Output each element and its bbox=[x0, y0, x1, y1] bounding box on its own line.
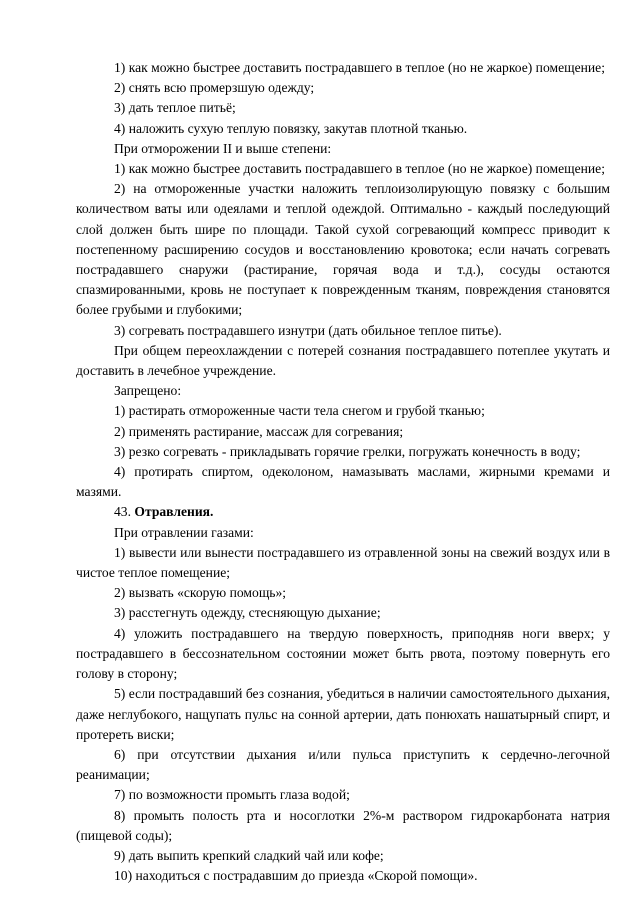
paragraph: 3) согревать пострадавшего изнутри (дать обильное теплое питье). bbox=[114, 322, 502, 338]
paragraph: При общем переохлаждении с потерей сознания пострадавшего потеплее укутать и доставить в лечебное учреждение. bbox=[76, 342, 610, 379]
paragraph: 3) дать теплое питьё; bbox=[114, 100, 236, 116]
paragraph: 2) снять всю промерзшую одежду; bbox=[114, 80, 315, 96]
paragraph: 2) вызвать «скорую помощь»; bbox=[114, 585, 287, 601]
paragraph: 1) растирать отмороженные части тела снегом и грубой тканью; bbox=[114, 403, 485, 419]
section-title: Отравления. bbox=[134, 504, 214, 520]
paragraph: 4) уложить пострадавшего на твердую поверхность, приподняв ноги вверх; у пострадавшего в бессознательном состоянии может быть рвота, поэтому повернуть его голову в сторону; bbox=[76, 625, 610, 682]
paragraph: 5) если пострадавший без сознания, убедиться в наличии самостоятельного дыхания, даже неглубокого, нащупать пульс на сонной артерии, дать понюхать нашатырный спирт, и протереть виски; bbox=[76, 686, 610, 742]
paragraph: 9) дать выпить крепкий сладкий чай или кофе; bbox=[114, 847, 384, 863]
paragraph: 1) как можно быстрее доставить пострадавшего в теплое (но не жаркое) помещение; bbox=[114, 161, 605, 177]
paragraph: 3) резко согревать - прикладывать горячие грелки, погружать конечность в воду; bbox=[114, 443, 581, 459]
paragraph: 3) расстегнуть одежду, стесняющую дыхание; bbox=[114, 605, 381, 621]
paragraph: 8) промыть полость рта и носоглотки 2%-м раствором гидрокарбоната натрия (пищевой соды); bbox=[76, 807, 610, 843]
paragraph: 4) наложить сухую теплую повязку, закутав плотной тканью. bbox=[114, 120, 468, 136]
paragraph: 2) на отмороженные участки наложить теплоизолирующую повязку с большим количеством ваты или одеялами и теплой одеждой. Оптимально - каждый последующий слой должен быть шире по площади. Такой сухой согревающий компресс приводит к постепенному расширению сосудов и восстановлению кровотока; если начать согревать пострадавшего снаружи (растирание, горячая вода и т.д.), сосуды остаются спазмированными, кровь не поступает к поврежденным тканям, повреждения становятся более грубыми и глубокими; bbox=[76, 181, 610, 318]
paragraph: 7) по возможности промыть глаза водой; bbox=[114, 787, 350, 803]
paragraph: 1) вывести или вынести пострадавшего из отравленной зоны на свежий воздух или в чистое теплое помещение; bbox=[76, 544, 610, 581]
section-number: 43. bbox=[114, 504, 131, 520]
paragraph: 1) как можно быстрее доставить пострадавшего в теплое (но не жаркое) помещение; bbox=[114, 60, 605, 75]
paragraph: 10) находиться с пострадавшим до приезда «Скорой помощи». bbox=[114, 868, 478, 884]
section-heading bbox=[76, 502, 610, 522]
document-page bbox=[76, 58, 610, 886]
paragraph: 6) при отсутствии дыхания и/или пульса приступить к сердечно-легочной реанимации; bbox=[76, 746, 610, 783]
paragraph: При отморожении II и выше степени: bbox=[114, 140, 332, 156]
paragraph: При отравлении газами: bbox=[114, 524, 254, 540]
paragraph: 4) протирать спиртом, одеколоном, намазывать маслами, жирными кремами и мазями. bbox=[76, 464, 610, 500]
paragraph: 2) применять растирание, массаж для согревания; bbox=[114, 423, 404, 439]
paragraph: Запрещено: bbox=[114, 383, 182, 399]
